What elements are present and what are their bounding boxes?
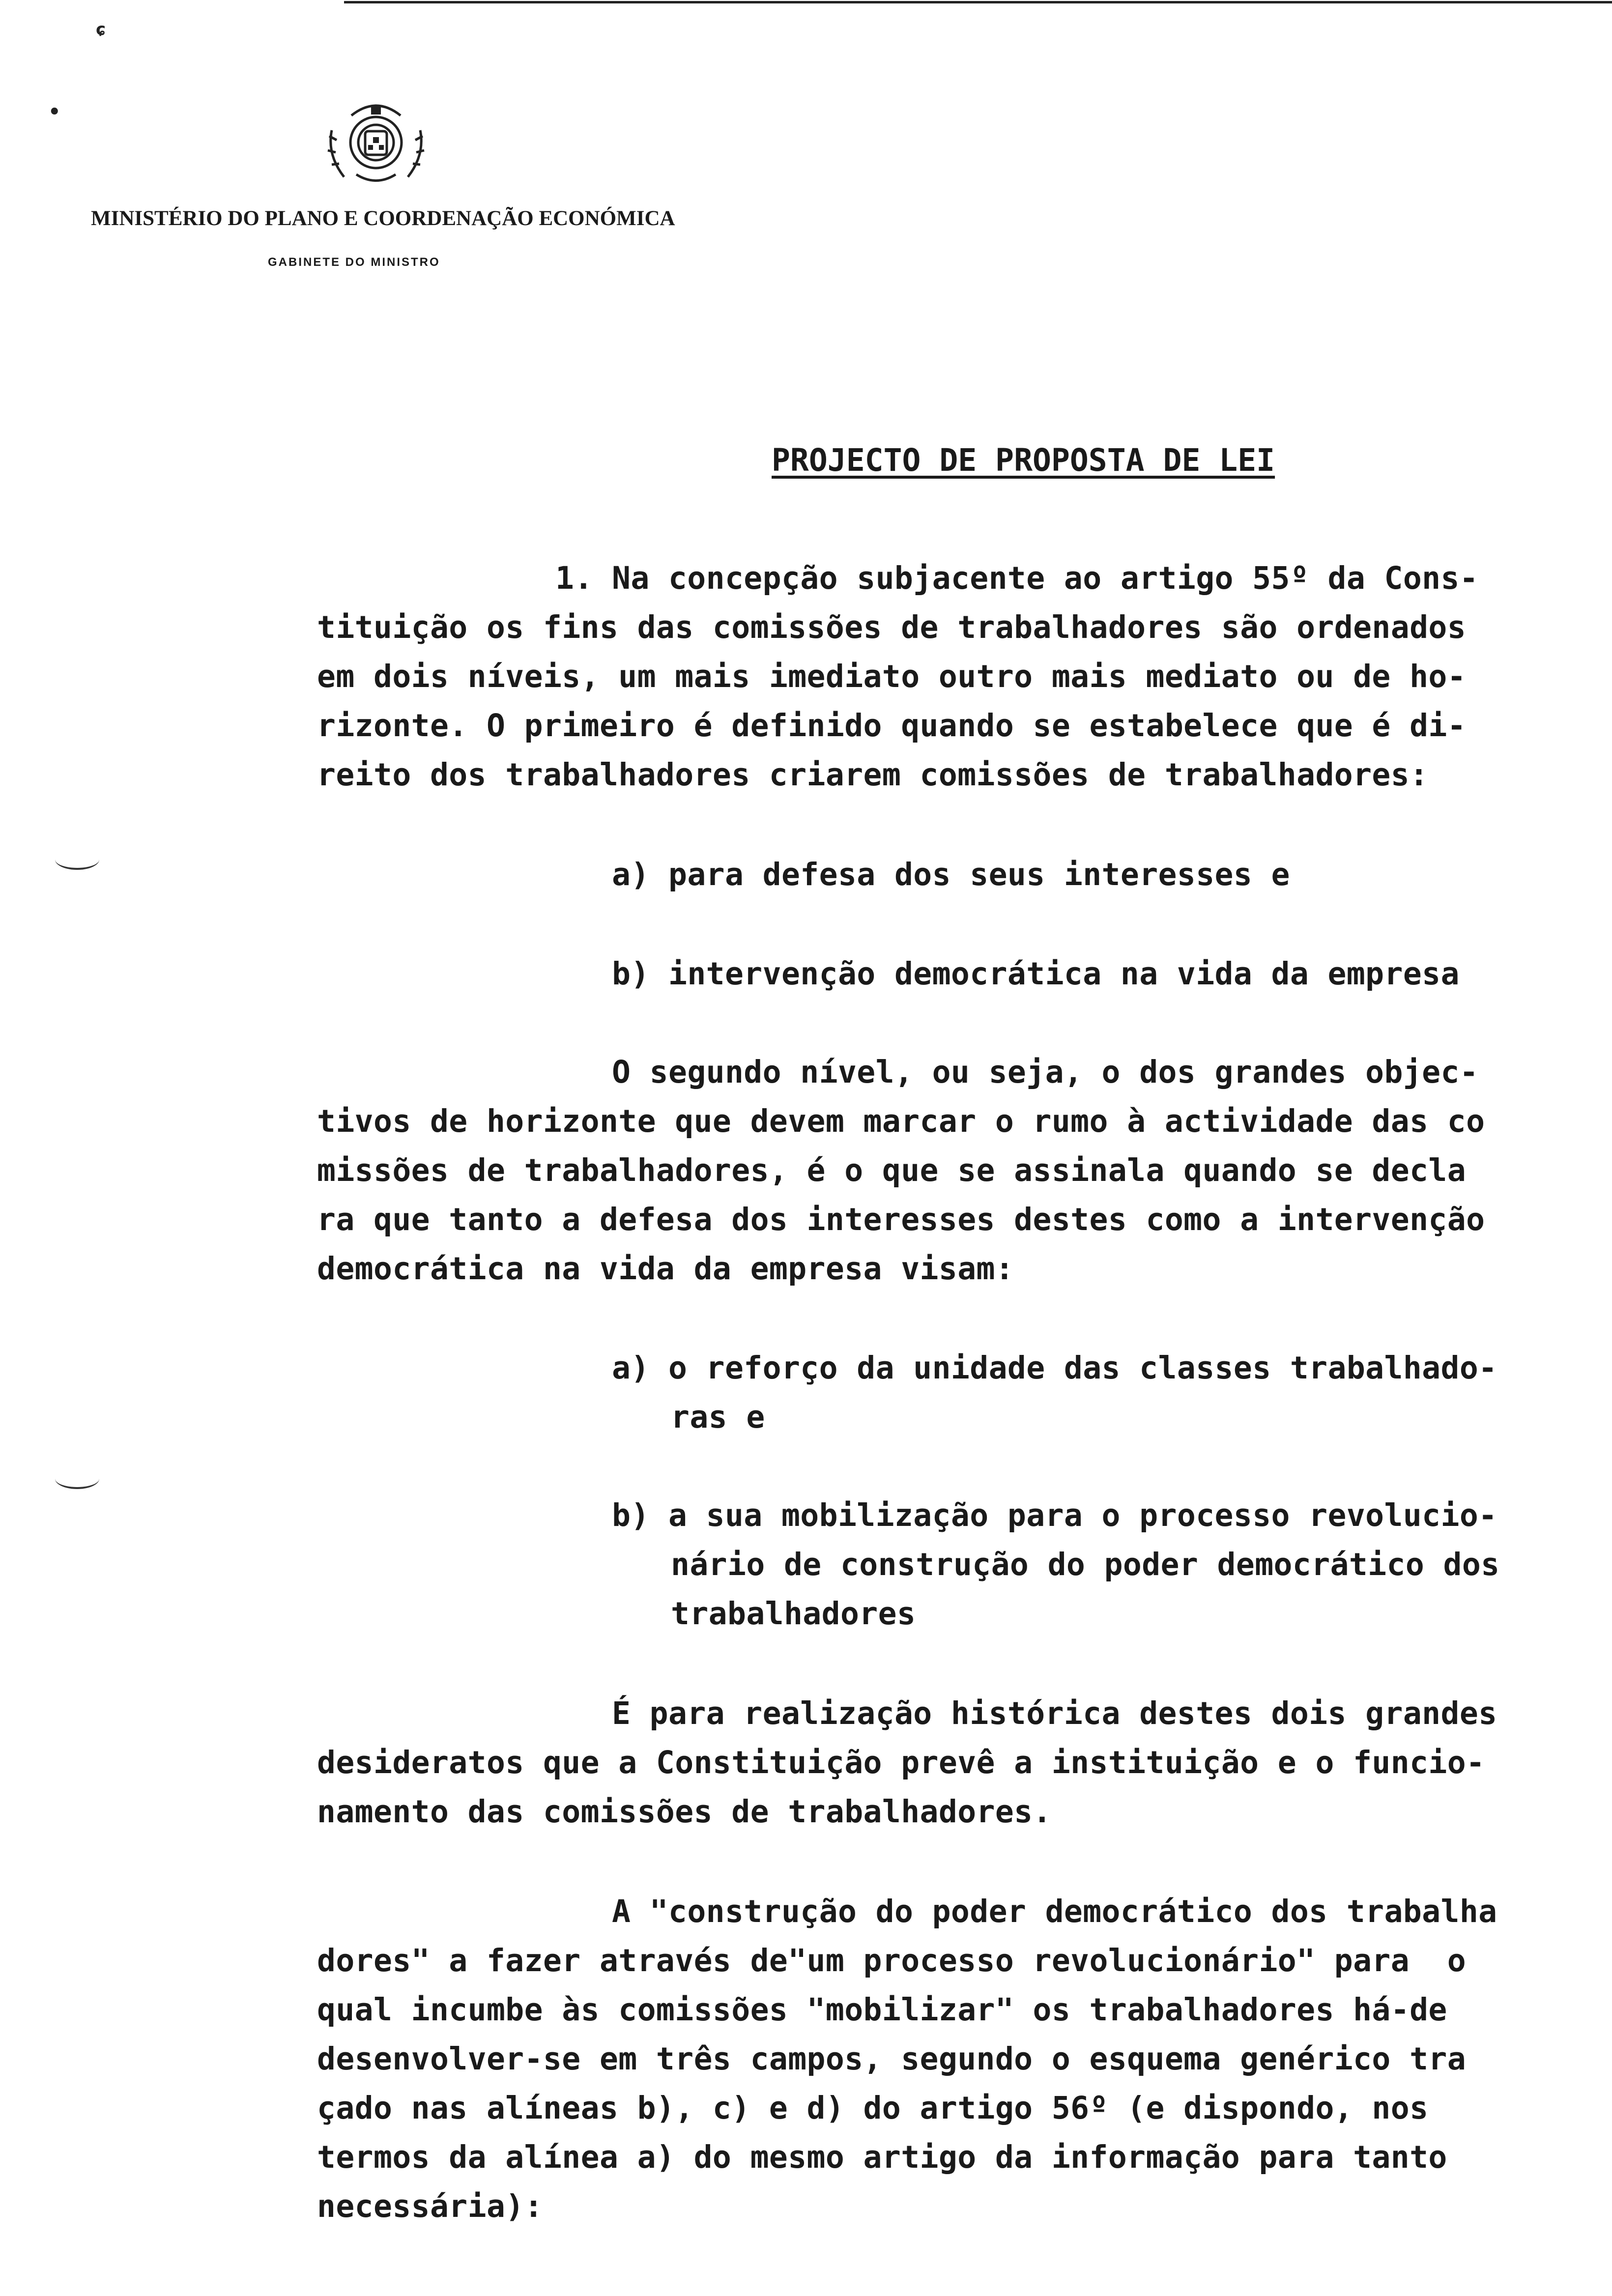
text-line: necessária): [317, 2188, 543, 2224]
text-line: reito dos trabalhadores criarem comissões de trabalhadores: [317, 757, 1429, 793]
text-line: rizonte. O primeiro é definido quando se estabelece que é di- [317, 708, 1467, 744]
list-item-continuation: trabalhadores [671, 1596, 916, 1632]
text-line: dores" a fazer através de"um processo revolucionário" para o [317, 1943, 1467, 1979]
text-line: em dois níveis, um mais imediato outro mais mediato ou de ho- [317, 659, 1467, 694]
text-line: missões de trabalhadores, é o que se assinala quando se decla [317, 1152, 1467, 1188]
text-line: ra que tanto a defesa dos interesses destes como a intervenção [317, 1202, 1485, 1237]
text-line: O segundo nível, ou seja, o dos grandes objec- [612, 1054, 1479, 1090]
text-line: A "construção do poder democrático dos trabalha [612, 1894, 1497, 1929]
top-border-rule [344, 1, 1612, 3]
text-line: democrática na vida da empresa visam: [317, 1251, 1014, 1287]
text-line: É para realização histórica destes dois grandes [612, 1695, 1497, 1731]
list-item: a) o reforço da unidade das classes trabalhado- [612, 1350, 1497, 1386]
text-line: 1. Na concepção subjacente ao artigo 55º da Cons- [555, 560, 1479, 596]
document-title: PROJECTO DE PROPOSTA DE LEI [772, 442, 1275, 478]
text-line: çado nas alíneas b), c) e d) do artigo 56º (e dispondo, nos [317, 2090, 1429, 2126]
list-item-continuation: ras e [671, 1399, 765, 1435]
list-item: b) a sua mobilização para o processo revolucio- [612, 1497, 1497, 1533]
list-item: a) para defesa dos seus interesses e [612, 857, 1290, 892]
margin-dot: • [48, 101, 61, 123]
margin-punch-mark [55, 1468, 99, 1489]
text-line: namento das comissões de trabalhadores. [317, 1794, 1052, 1830]
text-line: tivos de horizonte que devem marcar o rumo à actividade das co [317, 1103, 1485, 1139]
margin-punch-mark [55, 849, 99, 870]
text-line: desideratos que a Constituição prevê a instituição e o funcio- [317, 1745, 1485, 1780]
text-line: qual incumbe às comissões "mobilizar" os trabalhadores há-de [317, 1992, 1447, 2028]
ministry-name: MINISTÉRIO DO PLANO E COORDENAÇÃO ECONÓMICA [91, 207, 675, 230]
list-item-continuation: nário de construção do poder democrático dos [671, 1547, 1500, 1582]
text-line: tituição os fins das comissões de trabalhadores são ordenados [317, 609, 1467, 645]
list-item: b) intervenção democrática na vida da empresa [612, 956, 1460, 992]
cabinet-name: GABINETE DO MINISTRO [268, 256, 440, 269]
text-line: termos da alínea a) do mesmo artigo da informação para tanto [317, 2139, 1447, 2175]
text-line: desenvolver-se em três campos, segundo o esquema genérico tra [317, 2041, 1467, 2077]
margin-mark: ɕ [96, 20, 106, 39]
coat-of-arms-emblem [322, 96, 430, 189]
